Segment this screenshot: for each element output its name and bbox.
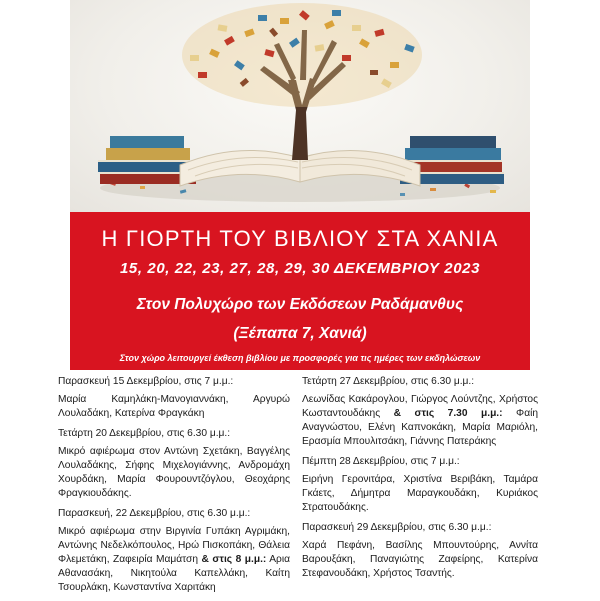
venue-address: (Ξέπαπα 7, Χανιά) xyxy=(233,325,367,342)
program-left-column xyxy=(58,375,290,601)
event-date-heading: Πέμπτη 28 Δεκεμβρίου, στις 7 μ.μ.: xyxy=(302,456,460,467)
event-dec-28 xyxy=(302,455,538,515)
tree-book-illustration xyxy=(70,0,530,212)
event-date-heading: Τετάρτη 20 Δεκεμβρίου, στις 6.30 μ.μ.: xyxy=(58,428,231,439)
event-participants-second: Αρια Αθανασάκη, Νικητούλα Καπελλάκη, Καίτη Τσουρλάκη, Κωνσταντίνα Χαριτάκη xyxy=(58,554,290,593)
event-date-heading: Παρασκευή 29 Δεκεμβρίου, στις 6.30 μ.μ.: xyxy=(302,522,492,533)
event-second-session-time: & στις 8 μ.μ.: xyxy=(201,554,267,565)
event-dec-15 xyxy=(58,375,290,421)
event-participants: Μικρό αφιέρωμα στον Αντώνη Σχετάκη, Βαγγέλης Λουλαδάκης, Σήφης Μιχελογιάννης, Ανδρομάχη Χουρδάκη, Μαρία Φουρουντζόγλου, Θεοχάρης Φραγκιουδάκης. xyxy=(58,446,290,499)
event-date-heading: Παρασκευή, 22 Δεκεμβρίου, στις 6.30 μ.μ.: xyxy=(58,508,251,519)
event-date-heading: Παρασκευή 15 Δεκεμβρίου, στις 7 μ.μ.: xyxy=(58,376,234,387)
event-banner xyxy=(70,212,530,370)
event-participants: Μαρία Καμηλάκη-Μανογιαννάκη, Αργυρώ Λουλαδάκη, Κατερίνα Φραγκάκη xyxy=(58,394,290,419)
hero-image-tree-on-book xyxy=(70,0,530,212)
event-participants: Ειρήνη Γερονιτάρα, Χριστίνα Βεριβάκη, Ταμάρα Γκάετς, Δήμητρα Μαραγκουδάκη, Κυριάκος Στρατουδάκης. xyxy=(302,474,538,513)
exhibition-note: Στον χώρο λειτουργεί έκθεση βιβλίου με προσφορές για τις ημέρες των εκδηλώσεων xyxy=(119,353,481,363)
event-date-heading: Τετάρτη 27 Δεκεμβρίου, στις 6.30 μ.μ.: xyxy=(302,376,475,387)
tree-canopy xyxy=(182,3,422,107)
venue-name: Στον Πολυχώρο των Εκδόσεων Ραδάμανθυς xyxy=(136,296,464,313)
event-participants xyxy=(302,393,538,449)
program-right-column xyxy=(302,375,538,587)
event-dec-29 xyxy=(302,521,538,581)
festival-dates: 15, 20, 22, 23, 27, 28, 29, 30 ΔΕΚΕΜΒΡΙΟΥ 2023 xyxy=(119,260,481,277)
event-second-session-time: & στις 7.30 μ.μ.: xyxy=(393,408,503,419)
event-participants: Χαρά Πεφάνη, Βασίλης Μπουντούρης, Αννίτα Βαρουξάκη, Παναγιώτης Ζαφείρης, Κατερίνα Στεφανουδάκη, Χρήστος Τσαντής. xyxy=(302,540,538,579)
event-participants-first: Λεωνίδας Κακάρογλου, Γιώργος Λούντζης, Χρήστος Κωσταντουδάκης xyxy=(302,394,538,419)
event-dec-20 xyxy=(58,427,290,501)
event-participants-first: Μικρό αφιέρωμα στην Βιργινία Γυπάκη Αγριμάκη, Αντώνης Νεδελκόπουλος, Ηρώ Πισκοπάκη, Θάλεια Φλεμετάκη, Ζαφειρία Μαμάτση xyxy=(58,526,290,565)
festival-title: Η ΓΙΟΡΤΗ ΤΟΥ ΒΙΒΛΙΟΥ ΣΤΑ ΧΑΝΙΑ xyxy=(101,226,499,251)
event-participants-second: Φαίη Αναγνώστου, Ελένη Καπνοκάκη, Μαρία Μαριόλη, Ερασμία Μπουλιτσάκη, Γιάννης Πατεράκης xyxy=(302,408,539,447)
event-dec-27 xyxy=(302,375,538,449)
event-participants xyxy=(58,525,290,595)
event-dec-22 xyxy=(58,507,290,595)
